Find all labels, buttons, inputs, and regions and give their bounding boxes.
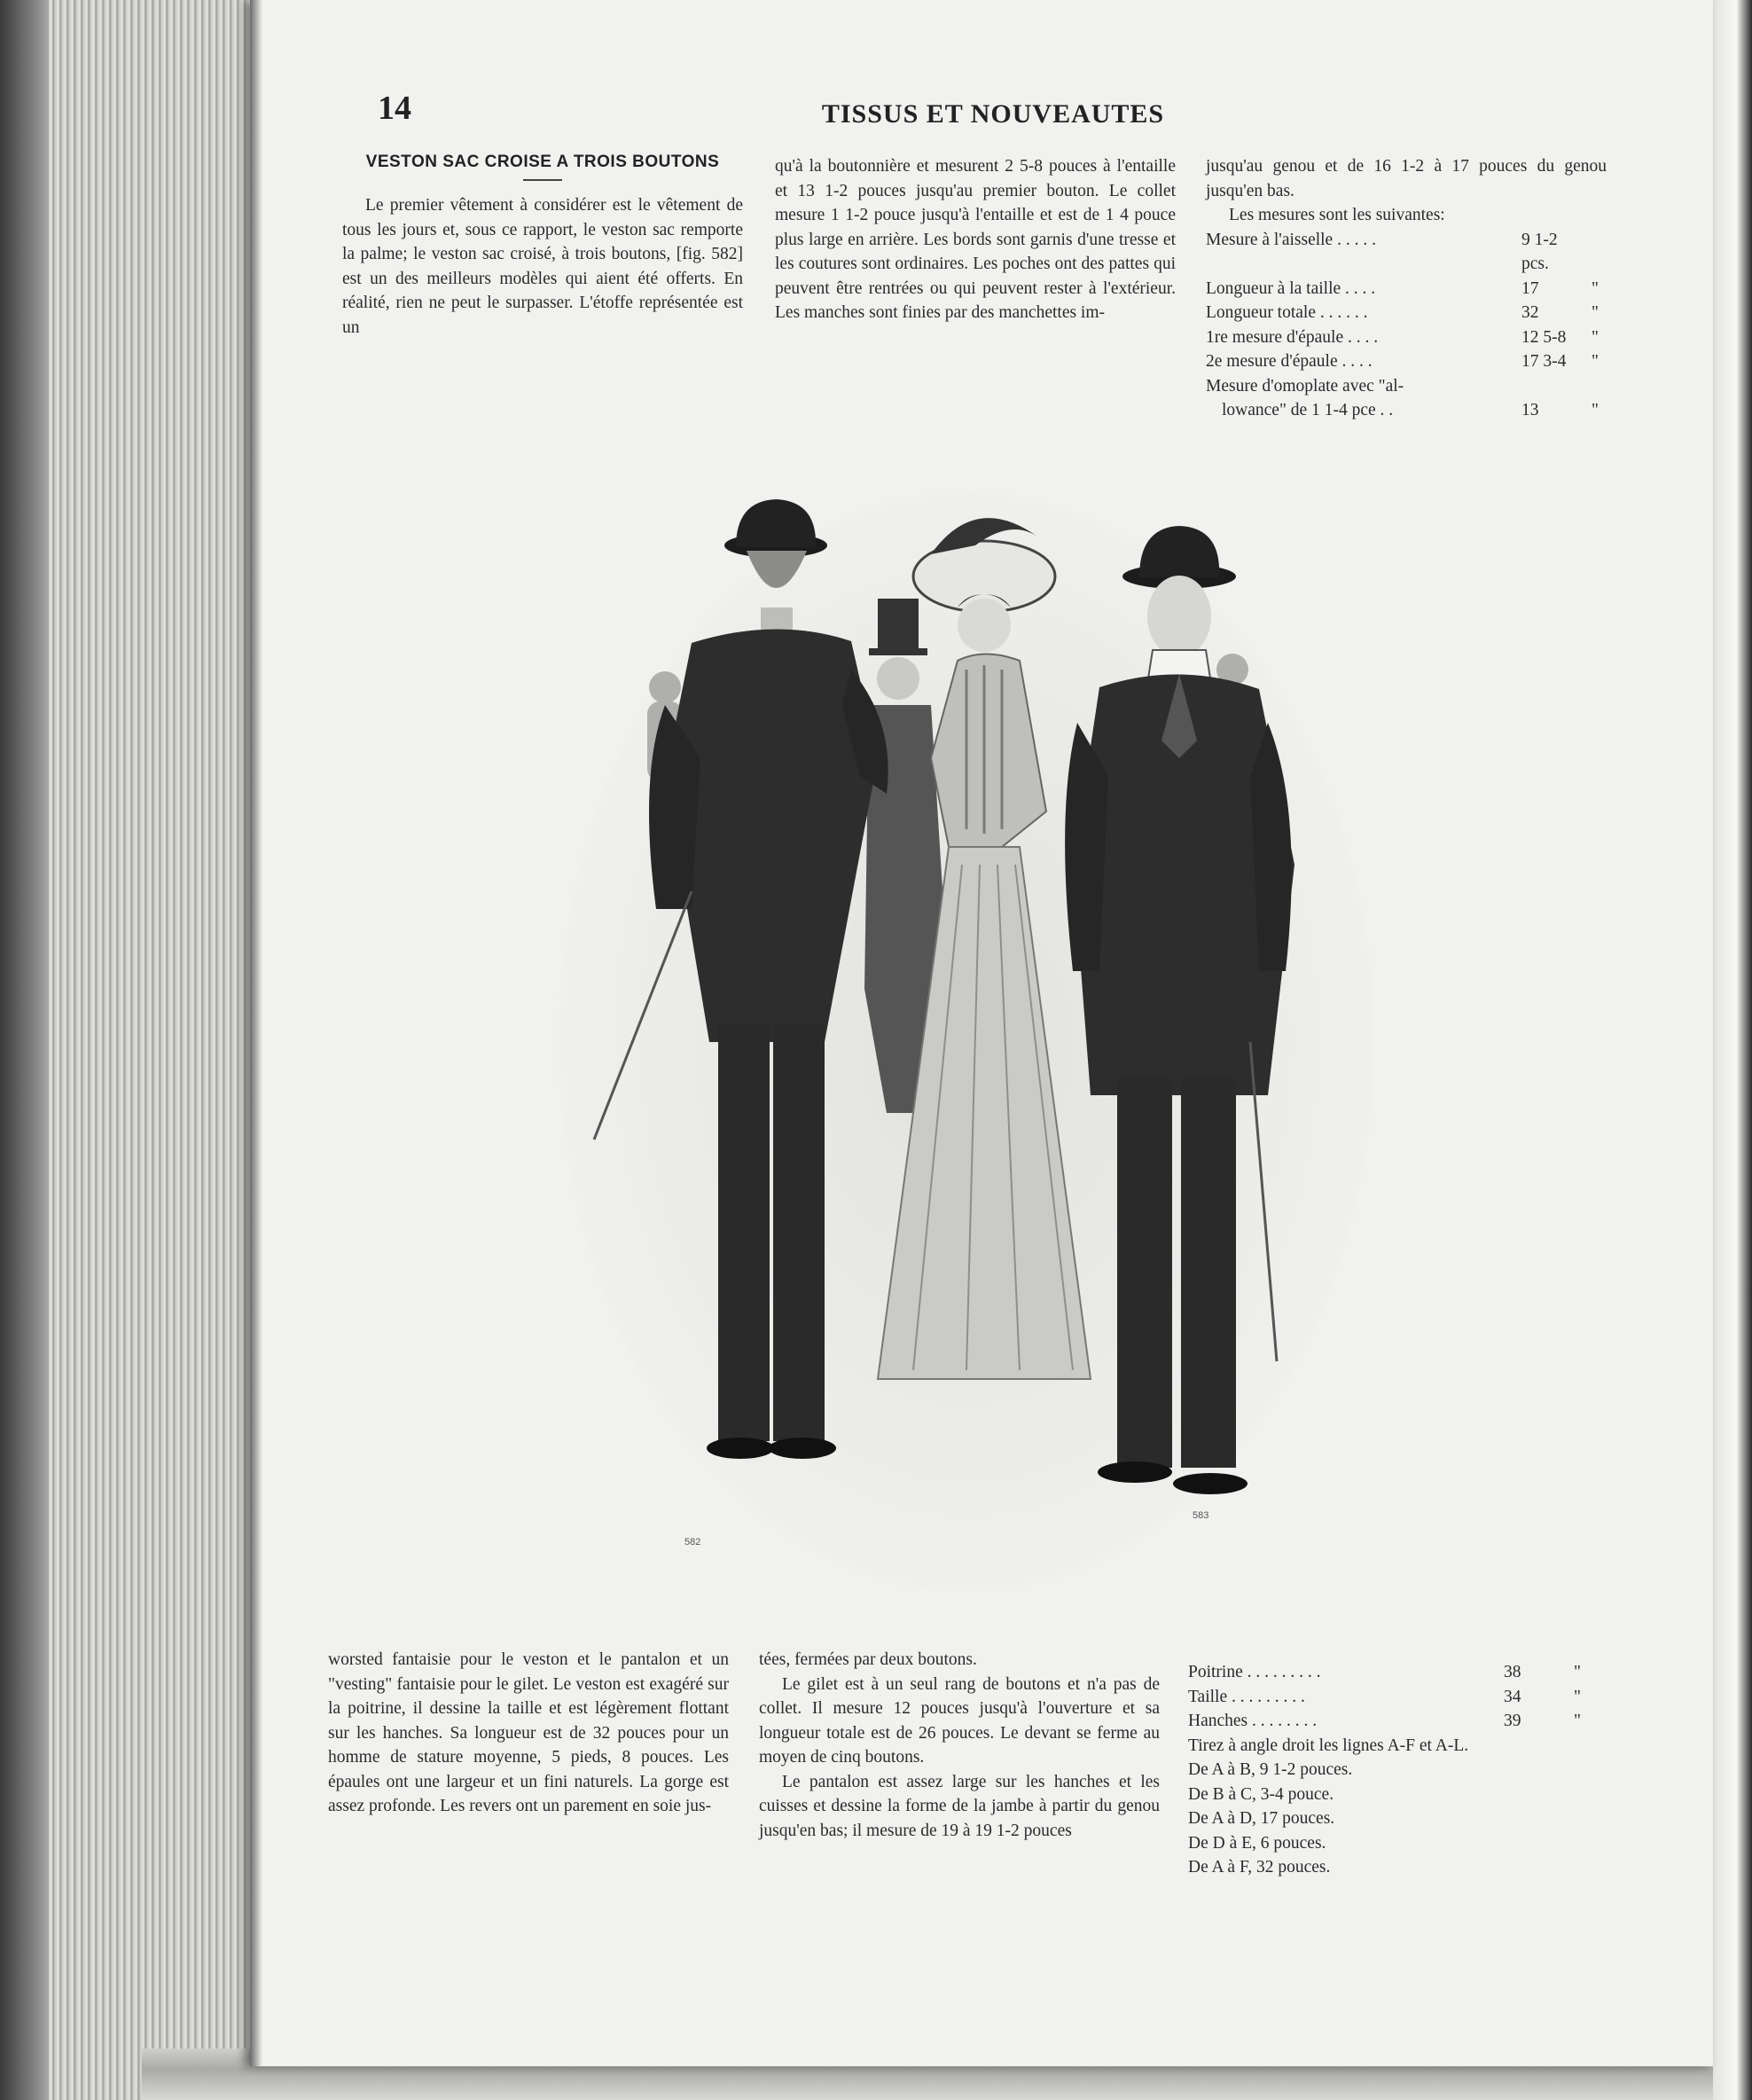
fashion-plate-illustration: [559, 492, 1374, 1592]
drafting-step: De A à B, 9 1-2 pouces.: [1188, 1760, 1353, 1779]
measure-value: 17 3-4: [1521, 352, 1567, 371]
measure-label: 2e mesure d'épaule . . . .: [1206, 352, 1373, 371]
fashion-plate-drawing: [559, 492, 1374, 1592]
table-row: [1188, 1660, 1589, 1685]
measure-label: Mesure à l'aisselle . . . . .: [1206, 230, 1376, 249]
table-row: [1206, 349, 1607, 374]
paragraph: Le premier vêtement à considérer est le vêtement de tous les jours et, sous ce rapport, le veston sac remporte la palme; le veston sac croisé, à trois boutons, [fig. 582] est un des meilleurs modèles qui aient été offerts. En réalité, rien ne peut le surpasser. L'étoffe représentée est un: [342, 196, 743, 337]
drafting-step: De A à F, 32 pouces.: [1188, 1858, 1331, 1877]
paragraph: tées, fermées par deux boutons.: [759, 1650, 977, 1669]
ditto-mark: [1584, 228, 1607, 277]
paragraph: jusqu'au genou et de 16 1-2 à 17 pouces du genou jusqu'en bas.: [1206, 157, 1607, 200]
ditto-mark: ": [1592, 352, 1599, 371]
ditto-mark: ": [1592, 401, 1599, 419]
page-number: 14: [378, 90, 411, 127]
measures-lead: Les mesures sont les suivantes:: [1229, 206, 1445, 224]
heading-rule: [523, 179, 562, 181]
measure-value: [1516, 374, 1584, 399]
bottom-column-3: [1188, 1660, 1589, 1880]
ditto-mark: ": [1574, 1687, 1581, 1706]
figure-number-right: 583: [1193, 1510, 1209, 1521]
measure-label: lowance" de 1 1-4 pce . .: [1222, 401, 1394, 419]
book-edge-shadow: [0, 0, 53, 2100]
drafting-step: De D à E, 6 pouces.: [1188, 1833, 1326, 1853]
drafting-instruction: Tirez à angle droit les lignes A-F et A-L.: [1188, 1736, 1469, 1755]
drafting-step: De A à D, 17 pouces.: [1188, 1809, 1335, 1828]
table-row: [1206, 228, 1607, 277]
table-row: [1206, 277, 1607, 302]
running-title: TISSUS ET NOUVEAUTES: [821, 99, 1165, 129]
measure-value: 38: [1504, 1663, 1521, 1681]
article-heading: VESTON SAC CROISE A TROIS BOUTONS: [365, 153, 720, 171]
measure-value: 39: [1504, 1712, 1521, 1730]
measure-label: Longueur totale . . . . . .: [1206, 303, 1368, 322]
measure-label: 1re mesure d'épaule . . . .: [1206, 327, 1379, 347]
ditto-mark: [1584, 374, 1607, 399]
figure-number-left: 582: [684, 1537, 701, 1548]
ditto-mark: ": [1592, 278, 1599, 298]
measure-value: 17: [1521, 278, 1539, 298]
ditto-mark: ": [1574, 1712, 1581, 1730]
ditto-mark: ": [1592, 303, 1599, 322]
top-column-3: [1206, 154, 1607, 423]
measure-label: Longueur à la taille . . . .: [1206, 278, 1376, 298]
ditto-mark: ": [1574, 1663, 1581, 1681]
ditto-mark: ": [1592, 327, 1599, 347]
table-row: [1206, 301, 1607, 325]
paragraph: Le pantalon est assez large sur les hanches et les cuisses et dessine la forme de la jambe à partir du genou jusqu'en bas; il mesure de 19 à 19 1-2 pouces: [759, 1772, 1160, 1840]
table-row: [1206, 374, 1607, 399]
bottom-column-1: [328, 1648, 729, 1819]
measure-value: 13: [1521, 401, 1539, 419]
bottom-column-2: [759, 1648, 1160, 1843]
measure-label: Taille . . . . . . . . .: [1188, 1687, 1305, 1706]
measure-label: Poitrine . . . . . . . . .: [1188, 1663, 1321, 1681]
page-stack-edges: [49, 0, 253, 2100]
coat-measurements-table: [1206, 228, 1607, 423]
measure-label: Mesure d'omoplate avec "al-: [1206, 376, 1404, 396]
paragraph: worsted fantaisie pour le veston et le pantalon et un "vesting" fantaisie pour le gilet. Le veston est exagéré sur la poitrine, il dessine la taille et est légèrement flottant sur les hanches. Sa longueur est de 32 pouces pour un homme de stature moyenne, 5 pieds, 8 pouces. Les épaules ont une largeur et un fini naturels. La gorge est assez profonde. Les revers ont un parement en soie jus-: [328, 1650, 729, 1815]
measure-label: Hanches . . . . . . . .: [1188, 1712, 1318, 1730]
table-row: [1188, 1709, 1589, 1734]
table-row: [1206, 325, 1607, 350]
trouser-measurements-table: [1188, 1660, 1589, 1734]
top-column-1: [342, 151, 743, 340]
measure-value: 34: [1504, 1687, 1521, 1706]
page-right-edge: [1713, 0, 1752, 2100]
page-gutter-shadow: [250, 0, 262, 2066]
paragraph: Le gilet est à un seul rang de boutons et n'a pas de collet. Il mesure 12 pouces jusqu'à l'ouverture et sa longueur totale est de 26 pouces. Le devant se ferme au moyen de cinq boutons.: [759, 1674, 1160, 1767]
table-row: [1206, 398, 1607, 423]
measure-value: 9 1-2 pcs.: [1521, 230, 1558, 273]
measure-value: 32: [1521, 303, 1539, 322]
table-row: [1188, 1685, 1589, 1710]
paragraph: qu'à la boutonnière et mesurent 2 5-8 pouces à l'entaille et 13 1-2 pouces jusqu'au premier bouton. Le collet mesure 1 1-2 pouce jusqu'à l'entaille et est de 1 4 pouce plus large en arrière. Les bords sont garnis d'une tresse et les coutures sont ordinaires. Les poches ont des pattes qui peuvent être rentrées ou qui peuvent rester à l'extérieur. Les manches sont finies par des manchettes im-: [775, 157, 1176, 322]
top-column-2: [775, 154, 1176, 325]
drafting-step: De B à C, 3-4 pouce.: [1188, 1784, 1334, 1804]
measure-value: 12 5-8: [1521, 327, 1567, 347]
